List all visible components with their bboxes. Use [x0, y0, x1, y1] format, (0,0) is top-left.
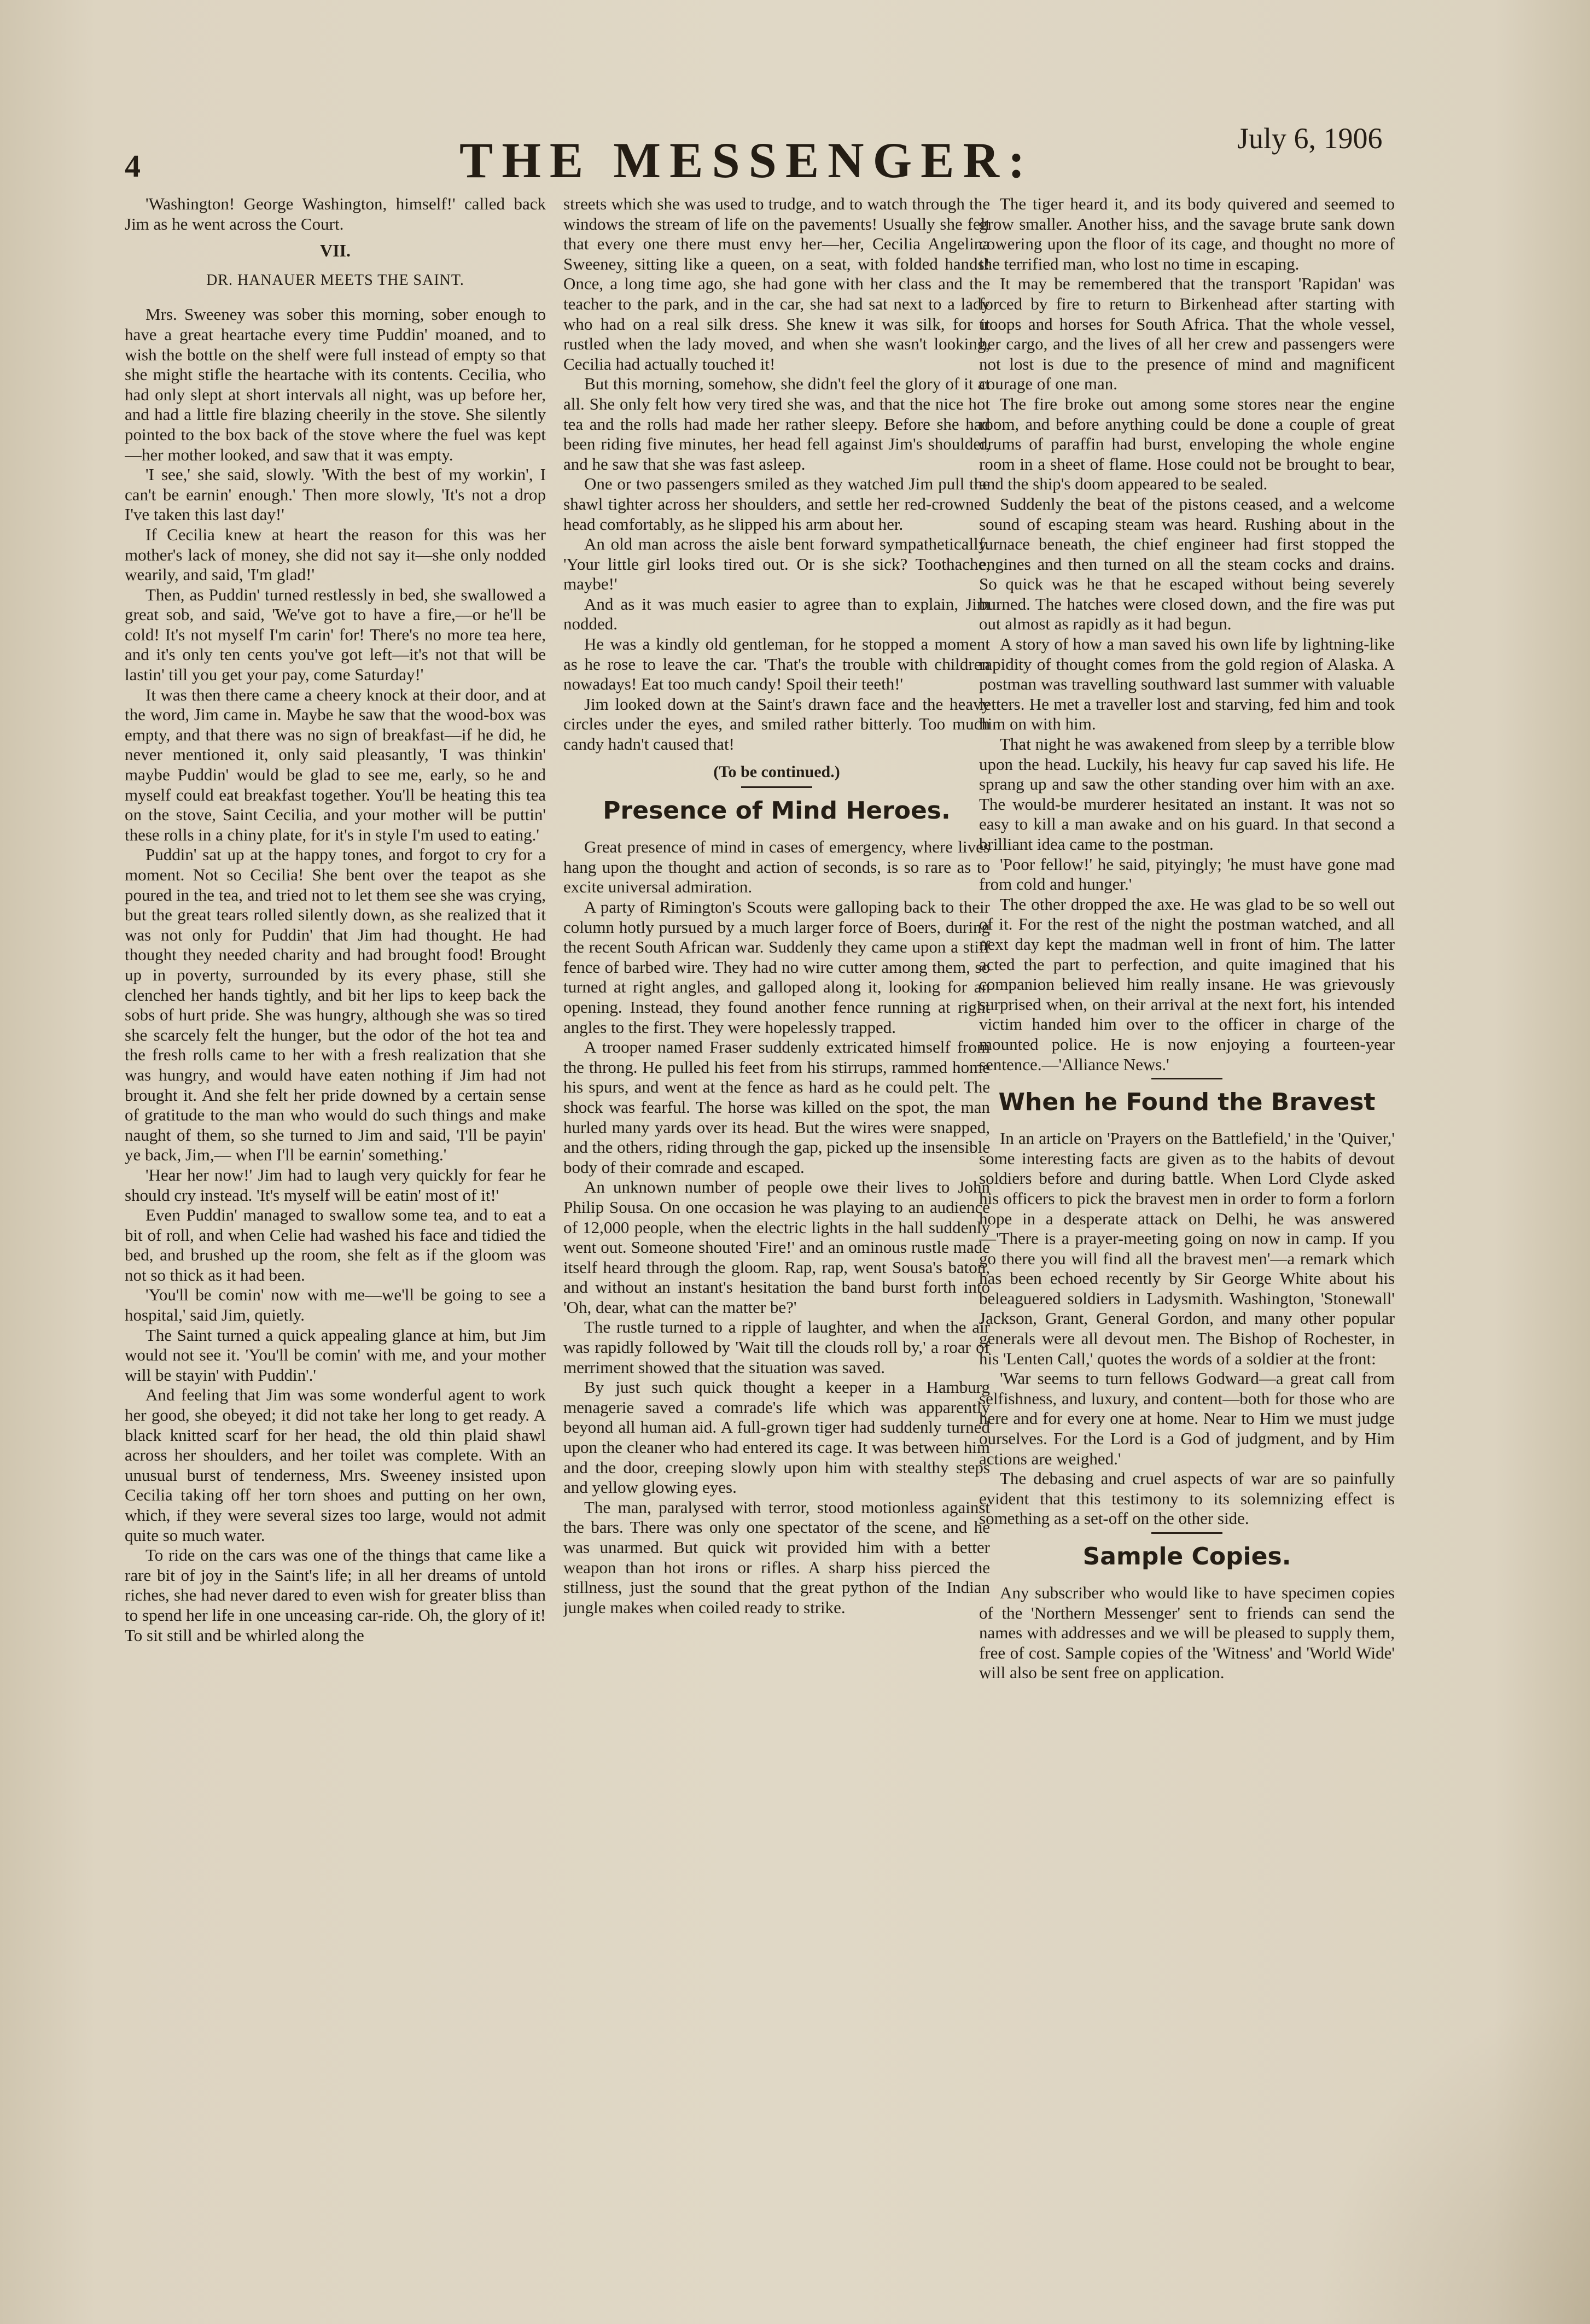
story-paragraph: One or two passengers smiled as they watched Jim pull the shawl tighter across her shoulders, and settle her red-crowned head comfortably, as he slipped his arm about her.: [563, 474, 990, 534]
story-paragraph: Puddin' sat up at the happy tones, and forgot to cry for a moment. Not so Cecilia! She bent over the teapot as she poured in the tea, and tried not to let them see she was crying, but the great tears rolled silently down, as she realized that it was not only for Puddin' that Jim had thought. He had thought they needed charity and had brought food! Brought up in poverty, surrounded by its every phase, still she clenched her hands tightly, and bit her lips to keep back the sobs of hurt pride. She was hungry, although she was so tired she scarcely felt the hunger, but the odor of the hot tea and the fresh rolls came to her with a fresh realization that she was hungry, and would have eaten nothing if Jim had not brought it. And she felt her pride downed by a certain sense of gratitude to the man who would do such things and make naught of them, so she turned to Jim and said, 'I'll be payin' ye back, Jim,— when I'll be earnin' something.': [125, 845, 546, 1165]
story-paragraph: He was a kindly old gentleman, for he stopped a moment as he rose to leave the car. 'That's the trouble with children nowadays! Eat too much candy! Spoil their teeth!': [563, 634, 990, 694]
article-paragraph: 'War seems to turn fellows Godward—a great call from selfishness, and luxury, and content—both for those who are here and for every one at home. Near to Him we must judge ourselves. For the Lord is a God of judgment, and by Him actions are weighed.': [979, 1369, 1395, 1468]
to-be-continued: (To be continued.): [713, 762, 840, 781]
article-paragraph: Great presence of mind in cases of emergency, where lives hang upon the thought and action of seconds, is so rare as to excite universal admiration.: [563, 837, 990, 897]
article-paragraph: By just such quick thought a keeper in a Hamburg menagerie saved a comrade's life which was apparently beyond all human aid. A full-grown tiger had suddenly turned upon the cleaner who had entered its cage. It was between him and the door, creeping slowly upon him with stealthy steps and yellow glowing eyes.: [563, 1377, 990, 1497]
article-paragraph: A story of how a man saved his own life by lightning-like rapidity of thought comes from the gold region of Alaska. A postman was travelling southward last summer with valuable letters. He met a traveller lost and starving, fed him and took him on with him.: [979, 634, 1395, 734]
story-paragraph: 'You'll be comin' now with me—we'll be going to see a hospital,' said Jim, quietly.: [125, 1285, 546, 1325]
article-paragraph: The tiger heard it, and its body quivered and seemed to grow smaller. Another hiss, and the savage brute sank down cowering upon the floor of its cage, and thought no more of the terrified man, who lost no time in escaping.: [979, 194, 1395, 273]
article-paragraph: A party of Rimington's Scouts were galloping back to their column hotly pursued by a much larger force of Boers, during the recent South African war. Suddenly they came upon a stiff fence of barbed wire. They had no wire cutter among them, so turned at right angles, and galloped along it, looking for an opening. Instead, they found another fence running at right angles to the first. They were hopelessly trapped.: [563, 897, 990, 1037]
article-paragraph: An unknown number of people owe their lives to John Philip Sousa. On one occasion he was playing to an audience of 12,000 people, when the electric lights in the hall suddenly went out. Someone shouted 'Fire!' and an ominous rustle made itself heard through the gloom. Rap, rap, went Sousa's baton, and without an instant's hesitation the band burst forth into 'Oh, dear, what can the matter be?': [563, 1177, 990, 1317]
masthead-title: THE MESSENGER:: [459, 132, 1034, 188]
story-paragraph: And feeling that Jim was some wonderful agent to work her good, she obeyed; it did not take her long to get ready. A black knitted scarf for her head, the old thin plaid shawl across her shoulders, and her toilet was complete. With an unusual burst of tenderness, Mrs. Sweeney insisted upon Cecilia taking off her torn shoes and putting on her own, which, if they were several sizes too large, would not admit quite so much water.: [125, 1385, 546, 1545]
column-3: [979, 194, 1395, 2217]
story-paragraph: But this morning, somehow, she didn't feel the glory of it at all. She only felt how very tired she was, and that the nice hot tea and the rolls had made her rather sleepy. Before she had been riding five minutes, her head fell against Jim's shoulder, and he saw that she was fast asleep.: [563, 374, 990, 474]
section-divider: [1151, 1078, 1222, 1079]
story-paragraph: To ride on the cars was one of the things that came like a rare bit of joy in the Saint's life; in all her dreams of untold riches, she had never dared to even wish for greater bliss than to spend her life in one unceasing car-ride. Oh, the glory of it! To sit still and be whirled along the: [125, 1545, 546, 1645]
story-paragraph: Mrs. Sweeney was sober this morning, sober enough to have a great heartache every time Puddin' moaned, and to wish the bottle on the shelf were full instead of empty so that she might stifle the heartache with its contents. Cecilia, who had only slept at short intervals all night, was up before her, and had a little fire blazing cheerily in the stove. She silently pointed to the box back of the stove where the fuel was kept—her mother looked, and saw that it was empty.: [125, 305, 546, 464]
article-paragraph: The rustle turned to a ripple of laughter, and when the air was rapidly followed by 'Wait till the clouds roll by,' a roar of merriment showed that the situation was saved.: [563, 1317, 990, 1377]
column-2: [563, 194, 990, 2217]
section-divider: [741, 786, 812, 788]
section-divider: [1151, 1532, 1222, 1534]
story-paragraph: 'Washington! George Washington, himself!' called back Jim as he went across the Court.: [125, 194, 546, 233]
article-paragraph: That night he was awakened from sleep by a terrible blow upon the head. Luckily, his heavy fur cap saved his life. He sprang up and saw the other standing over him with an axe. The would-be murderer hesitated an instant. It was not so easy to kill a man awake and on his guard. In that second a brilliant idea came to the postman.: [979, 734, 1395, 854]
page-number: 4: [125, 148, 141, 184]
article-paragraph: A trooper named Fraser suddenly extricated himself from the throng. He pulled his feet from his stirrups, rammed home his spurs, and went at the fence as hard as he could pelt. The shock was fearful. The horse was killed on the spot, the man hurled many yards over its head. But the wires were snapped, and the others, riding through the gap, picked up the insensible body of their comrade and escaped.: [563, 1037, 990, 1177]
section-heading-presence-of-mind: Presence of Mind Heroes.: [603, 797, 951, 825]
article-paragraph: In an article on 'Prayers on the Battlefield,' in the 'Quiver,' some interesting facts are given as to the habits of devout soldiers before and during battle. When Lord Clyde asked his officers to pick the bravest men in order to form a forlorn hope in a desperate attack on Delhi, he was answered—'There is a prayer-meeting going on now in camp. If you go there you will find all the bravest men'—a remark which has been echoed recently by Sir George White about his beleaguered soldiers in Ladysmith. Washington, 'Stonewall' Jackson, Grant, General Gordon, and many other popular generals were all devout men. The Bishop of Rochester, in his 'Lenten Call,' quotes the words of a soldier at the front:: [979, 1129, 1395, 1368]
story-paragraph: Jim looked down at the Saint's drawn face and the heavy circles under the eyes, and smiled rather bitterly. Too much candy hadn't caused that!: [563, 694, 990, 754]
story-paragraph: 'I see,' she said, slowly. 'With the best of my workin', I can't be earnin' enough.' Then more slowly, 'It's not a drop I've taken this last day!': [125, 465, 546, 524]
section-heading-bravest: When he Found the Bravest: [998, 1088, 1376, 1117]
section-heading-sample-copies: Sample Copies.: [1082, 1543, 1291, 1570]
story-paragraph: It was then there came a cheery knock at their door, and at the word, Jim came in. Maybe he saw that the wood-box was empty, and that there was no sign of breakfast—if he did, he never mentioned it, only said pleasantly, 'I was thinkin' maybe Puddin' would be glad to see me, early, so he and myself could eat breakfast together. You'll be heating this tea on the stove, Saint Cecilia, and your mother will be puttin' these rolls in a chiny plate, for it's in style I'm used to eating.': [125, 685, 546, 844]
article-paragraph: 'Poor fellow!' he said, pityingly; 'he must have gone mad from cold and hunger.': [979, 854, 1395, 894]
article-paragraph: The man, paralysed with terror, stood motionless against the bars. There was only one spectator of the scene, and he was unarmed. But quick wit provided him with a better weapon than hot irons or rifles. A sharp hiss pierced the stillness, just the sound that the great python of the Indian jungle makes when coiled ready to strike.: [563, 1497, 990, 1617]
story-paragraph: 'Hear her now!' Jim had to laugh very quickly for fear he should cry instead. 'It's myself will be eatin' most of it!': [125, 1165, 546, 1205]
article-paragraph: It may be remembered that the transport 'Rapidan' was forced by fire to return to Birkenhead after starting with troops and horses for South Africa. That the whole vessel, her cargo, and the lives of all her crew and passengers were not lost is due to the presence of mind and magnificent courage of one man.: [979, 274, 1395, 394]
story-paragraph: If Cecilia knew at heart the reason for this was her mother's lack of money, she did not say it—she only nodded wearily, and said, 'I'm glad!': [125, 524, 546, 585]
story-paragraph: streets which she was used to trudge, and to watch through the windows the stream of life on the pavements! Usually she felt that every one there must envy her—her, Cecilia Angelina Sweeney, sitting like a queen, on a seat, with folded hands! Once, a long time ago, she had gone with her class and the teacher to the park, and in the car, she had sat next to a lady who had on a real silk dress. She knew it was silk, for it rustled when the lady moved, and when she wasn't looking, Cecilia had actually touched it!: [563, 194, 990, 373]
story-paragraph: Even Puddin' managed to swallow some tea, and to eat a bit of roll, and when Celie had washed his face and tidied the bed, and brushed up the room, she felt as if the gloom was not so thick as it had been.: [125, 1205, 546, 1284]
story-paragraph: The Saint turned a quick appealing glance at him, but Jim would not see it. 'You'll be comin' with me, and your mother will be stayin' with Puddin'.': [125, 1325, 546, 1385]
article-paragraph: The fire broke out among some stores near the engine room, and before anything could be done a couple of great drums of paraffin had burst, enveloping the whole engine room in a sheet of flame. Hose could not be brought to bear, and the ship's doom appeared to be sealed.: [979, 394, 1395, 494]
article-paragraph: The other dropped the axe. He was glad to be so well out of it. For the rest of the night the postman watched, and all next day kept the madman well in front of him. The latter acted the part to perfection, and quite imagined that his companion believed him really insane. He was grievously surprised when, on their arrival at the next fort, his intended victim handed him over to the officer in charge of the mounted police. He is now enjoying a fourteen-year sentence.—'Alliance News.': [979, 894, 1395, 1074]
chapter-number: VII.: [319, 241, 351, 261]
article-paragraph: The debasing and cruel aspects of war are so painfully evident that this testimony to its solemnizing effect is something as a set-off on the other side.: [979, 1469, 1395, 1528]
story-paragraph: Then, as Puddin' turned restlessly in bed, she swallowed a great sob, and said, 'We've got to have a fire,—or he'll be cold! It's not myself I'm carin' for! There's no more tea here, and it's only ten cents you've got left—it's not that will be lastin' till you get your pay, come Saturday!': [125, 585, 546, 685]
column-1: [125, 194, 546, 2217]
chapter-title: DR. HANAUER MEETS THE SAINT.: [206, 271, 464, 289]
issue-date: July 6, 1906: [1237, 122, 1383, 155]
notice-paragraph: Any subscriber who would like to have specimen copies of the 'Northern Messenger' sent to friends can send the names with addresses and we will be pleased to supply them, free of cost. Sample copies of the 'Witness' and 'World Wide' will also be sent free on application.: [979, 1583, 1395, 1683]
story-paragraph: And as it was much easier to agree than to explain, Jim nodded.: [563, 594, 990, 634]
article-paragraph: Suddenly the beat of the pistons ceased, and a welcome sound of escaping steam was heard. Rushing about in the furnace beneath, the chief engineer had first stopped the engines and then turned on all the steam cocks and drains. So quick was he that he escaped without being severely burned. The hatches were closed down, and the fire was put out almost as rapidly as it had begun.: [979, 494, 1395, 634]
story-paragraph: An old man across the aisle bent forward sympathetically. 'Your little girl looks tired out. Or is she sick? Toothache, maybe!': [563, 534, 990, 594]
